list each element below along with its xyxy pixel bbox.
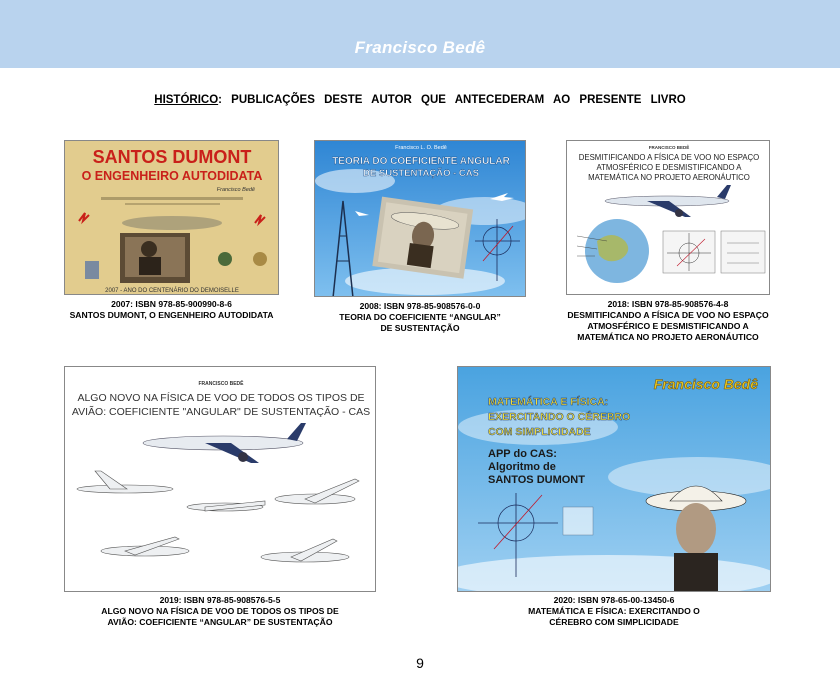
cover-2019-author: FRANCISCO BEDÊ <box>198 381 244 387</box>
caption-2019-line-3: AVIÃO: COEFICIENTE “ANGULAR” DE SUSTENTAÇÃO <box>107 617 333 627</box>
cover-2008-title-2: DE SUSTENTAÇÃO - CAS <box>363 168 479 179</box>
book-cover-2020 <box>457 366 771 592</box>
page-number: 9 <box>416 655 424 671</box>
cover-2007-art <box>65 141 279 295</box>
caption-2018-line-4: MATEMÁTICA NO PROJETO AERONÁUTICO <box>577 332 759 342</box>
caption-2018-line-1: 2018: ISBN 978-85-908576-4-8 <box>607 299 729 309</box>
caption-2008-line-3: DE SUSTENTAÇÃO <box>380 323 460 333</box>
cover-2018-author: FRANCISCO BEDÊ <box>648 145 690 150</box>
cover-2007-footer: 2007 - ANO DO CENTENÁRIO DO DEMOISELLE <box>105 288 239 294</box>
cover-2007-title-1: SANTOS DUMONT <box>92 147 252 167</box>
cover-2018-title-2: ATMOSFÉRICO E DESMISTIFICANDO A <box>596 163 742 172</box>
book-caption-2008 <box>310 301 530 334</box>
caption-2008-line-1: 2008: ISBN 978-85-908576-0-0 <box>359 301 481 311</box>
book-caption-2020 <box>480 595 748 628</box>
cover-2020-title-1: MATEMÁTICA E FÍSICA: <box>488 396 609 408</box>
book-caption-2007 <box>54 299 289 321</box>
cover-2020-author: Francisco Bedê <box>653 376 758 392</box>
caption-2020-line-2: MATEMÁTICA E FÍSICA: EXERCITANDO O <box>528 606 700 616</box>
book-caption-2019 <box>60 595 380 628</box>
cover-2020-title-2: EXERCITANDO O CÉREBRO <box>488 411 631 423</box>
cover-2008-title-1: TEORIA DO COEFICIENTE ANGULAR <box>332 156 510 167</box>
book-cover-2018 <box>566 140 770 295</box>
cover-2018-title-3: MATEMÁTICA NO PROJETO AERONÁUTICO <box>588 173 750 182</box>
header-bar <box>0 0 840 68</box>
book-cover-2019 <box>64 366 376 592</box>
section-heading <box>0 94 840 106</box>
cover-2018-title-1: DESMITIFICANDO A FÍSICA DE VOO NO ESPAÇO <box>578 153 760 162</box>
caption-2018-line-2: DESMITIFICANDO A FÍSICA DE VOO NO ESPAÇO <box>567 310 769 320</box>
caption-2007-line-2: SANTOS DUMONT, O ENGENHEIRO AUTODIDATA <box>69 310 274 320</box>
caption-2020-line-3: CÉREBRO COM SIMPLICIDADE <box>549 617 679 627</box>
cover-2019-title-2: AVIÃO: COEFICIENTE "ANGULAR" DE SUSTENTAÇÃO - CAS <box>71 406 371 418</box>
cover-2020-art <box>458 367 771 592</box>
book-cover-2008 <box>314 140 526 297</box>
caption-2007-line-1: 2007: ISBN 978-85-900990-8-6 <box>111 299 232 309</box>
cover-2008-author: Francisco L. O. Bedê <box>395 145 447 151</box>
caption-2018-line-3: ATMOSFÉRICO E DESMISTIFICANDO A <box>587 321 749 331</box>
section-heading-prefix: HISTÓRICO <box>154 94 219 106</box>
section-heading-rest: : PUBLICAÇÕES DESTE AUTOR QUE ANTECEDERAM AO PRESENTE LIVRO <box>218 94 686 106</box>
caption-2019-line-2: ALGO NOVO NA FÍSICA DE VOO DE TODOS OS TIPOS DE <box>101 606 339 616</box>
cover-2020-subtitle-1: APP do CAS: <box>488 448 557 460</box>
cover-2007-author: Francisco Bedê <box>216 187 255 193</box>
caption-2020-line-1: 2020: ISBN 978-65-00-13450-6 <box>553 595 675 605</box>
cover-2008-art <box>315 141 526 297</box>
book-cover-2007 <box>64 140 279 295</box>
cover-2020-subtitle-3: SANTOS DUMONT <box>488 474 585 486</box>
book-caption-2018 <box>548 299 788 343</box>
cover-2019-art <box>65 367 376 592</box>
cover-2019-title-1: ALGO NOVO NA FÍSICA DE VOO DE TODOS OS TIPOS DE <box>77 392 365 404</box>
cover-2007-title-2: O ENGENHEIRO AUTODIDATA <box>81 169 263 183</box>
cover-2020-title-3: COM SIMPLICIDADE <box>488 426 591 438</box>
cover-2020-subtitle-2: Algoritmo de <box>488 461 556 473</box>
header-title: Francisco Bedê <box>354 38 486 57</box>
cover-2018-art <box>567 141 770 295</box>
caption-2019-line-1: 2019: ISBN 978-85-908576-5-5 <box>159 595 281 605</box>
caption-2008-line-2: TEORIA DO COEFICIENTE “ANGULAR” <box>339 312 501 322</box>
